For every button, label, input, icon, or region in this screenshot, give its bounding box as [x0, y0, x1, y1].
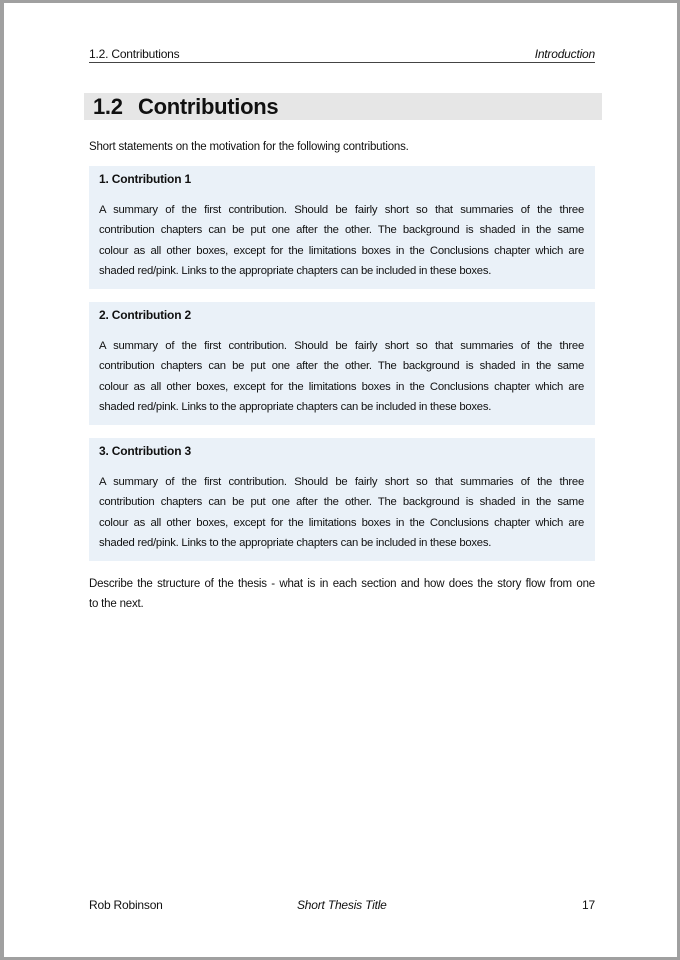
running-header-section: 1.2. Contributions	[89, 47, 180, 61]
body-line: contribution chapters can be put one after the other. The background is shaded in the same	[99, 360, 584, 373]
body-line: A summary of the first contribution. Should be fairly short so that summaries of the three	[99, 204, 584, 216]
body-line: Describe the structure of the thesis - what is in each section and how does the story flow from one	[89, 578, 595, 590]
outro-paragraph	[89, 574, 595, 614]
contribution-title: 3. Contribution 3	[99, 444, 191, 458]
body-line: A summary of the first contribution. Should be fairly short so that summaries of the three	[99, 340, 584, 352]
contribution-box-2	[89, 302, 595, 425]
body-line: to the next.	[89, 598, 144, 610]
contribution-body	[99, 200, 584, 281]
contribution-box-3	[89, 438, 595, 561]
body-line: A summary of the first contribution. Should be fairly short so that summaries of the three	[99, 476, 584, 488]
page-number: 17	[582, 898, 595, 912]
section-number: 1.2	[93, 94, 123, 119]
footer-author: Rob Robinson	[89, 898, 163, 912]
running-header-chapter: Introduction	[534, 47, 595, 61]
section-heading	[84, 93, 602, 120]
document-page	[4, 3, 677, 957]
contribution-title: 2. Contribution 2	[99, 308, 191, 322]
body-line: contribution chapters can be put one after the other. The background is shaded in the same	[99, 224, 584, 237]
body-line: contribution chapters can be put one after the other. The background is shaded in the same	[99, 496, 584, 509]
contribution-title: 1. Contribution 1	[99, 172, 191, 186]
body-line: colour as all other boxes, except for the limitations boxes in the Conclusions chapter which are	[99, 380, 584, 393]
contribution-body	[99, 336, 584, 417]
contribution-body	[99, 472, 584, 553]
footer-title: Short Thesis Title	[297, 898, 387, 912]
section-title: Contributions	[138, 94, 279, 119]
body-line: shaded red/pink. Links to the appropriate chapters can be included in these boxes.	[99, 400, 492, 413]
body-line: shaded red/pink. Links to the appropriate chapters can be included in these boxes.	[99, 264, 492, 277]
intro-paragraph: Short statements on the motivation for the following contributions.	[89, 141, 409, 153]
contribution-box-1	[89, 166, 595, 289]
body-line: colour as all other boxes, except for the limitations boxes in the Conclusions chapter which are	[99, 516, 584, 529]
header-rule	[89, 62, 595, 63]
body-line: colour as all other boxes, except for the limitations boxes in the Conclusions chapter which are	[99, 244, 584, 257]
body-line: shaded red/pink. Links to the appropriate chapters can be included in these boxes.	[99, 536, 492, 549]
